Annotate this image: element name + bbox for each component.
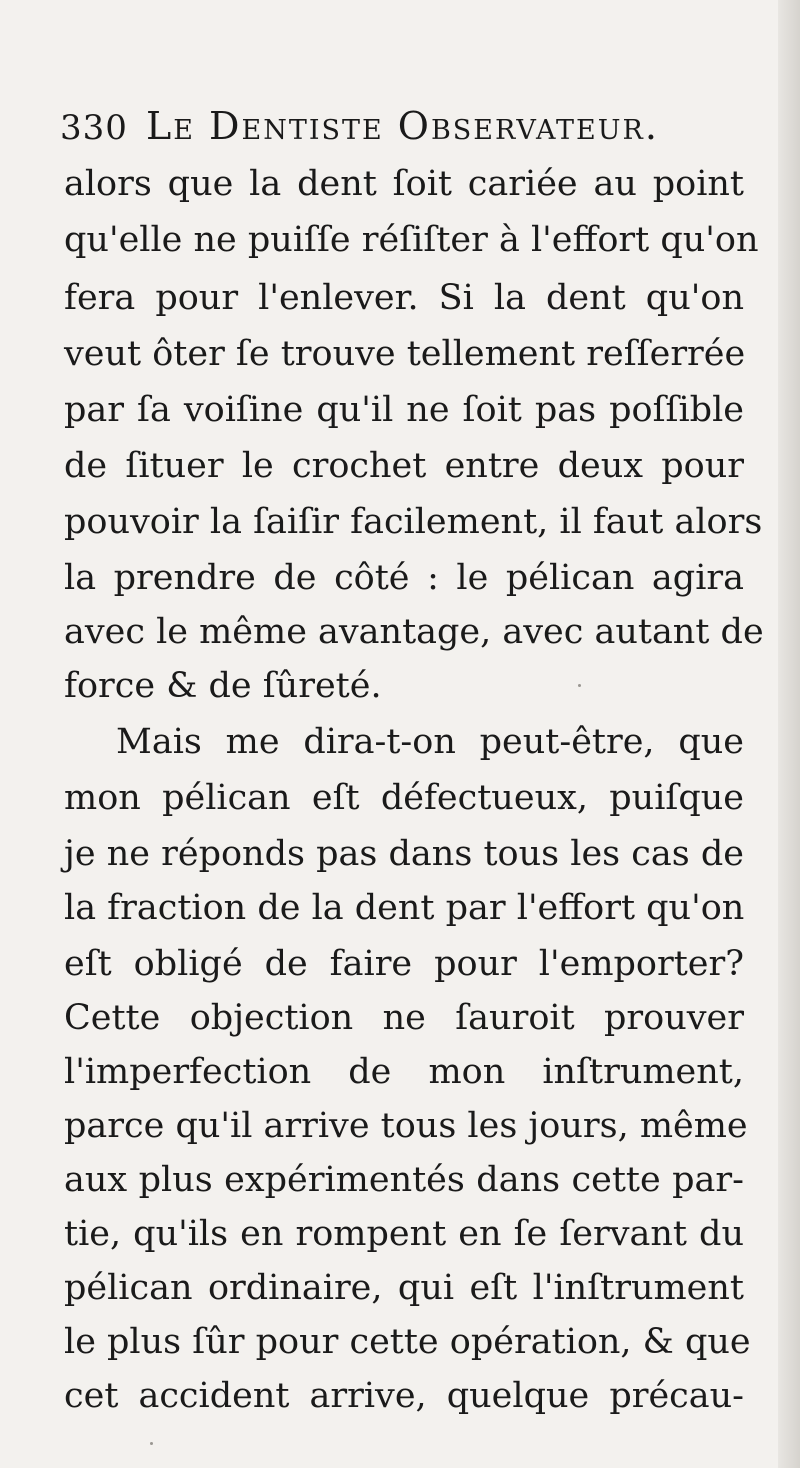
text-line: la prendre de côté : le pélican agira: [64, 558, 744, 598]
text-line: pélican ordinaire, qui eſt l'inſtrument: [64, 1268, 744, 1308]
text-line: je ne réponds pas dans tous les cas de: [64, 834, 744, 874]
page-edge: [778, 0, 800, 1468]
text-line: de ſituer le crochet entre deux pour: [64, 446, 744, 486]
text-line: l'imperfection de mon inſtrument,: [64, 1052, 744, 1092]
paper-speck: [578, 684, 581, 687]
text-line: par ſa voiſine qu'il ne ſoit pas poſſible: [64, 390, 744, 430]
text-line: force & de ſûreté.: [64, 666, 382, 706]
text-line: mon pélican eſt défectueux, puiſque: [64, 778, 744, 818]
text-line: qu'elle ne puiſſe réſiſter à l'effort qu'on: [64, 220, 759, 260]
text-line: Mais me dira-t-on peut-être, que: [116, 722, 744, 762]
text-line: cet accident arrive, quelque précau-: [64, 1376, 744, 1416]
text-line: tie, qu'ils en rompent en ſe ſervant du: [64, 1214, 744, 1254]
text-line: parce qu'il arrive tous les jours, même: [64, 1106, 748, 1146]
text-line: aux plus expérimentés dans cette par-: [64, 1160, 744, 1200]
page-number: 330: [60, 108, 128, 148]
text-line: la fraction de la dent par l'effort qu'on: [64, 888, 745, 928]
text-line: eſt obligé de faire pour l'emporter?: [64, 944, 744, 984]
text-line: pouvoir la ſaiſir facilement, il faut alors: [64, 502, 763, 542]
text-line: avec le même avantage, avec autant de: [64, 612, 764, 652]
text-line: Cette objection ne ſauroit prouver: [64, 998, 744, 1038]
text-line: veut ôter ſe trouve tellement reſſerrée: [64, 334, 746, 374]
text-line: le plus ſûr pour cette opération, & que: [64, 1322, 751, 1362]
page-header: [60, 100, 760, 156]
paper-speck: [150, 1442, 153, 1445]
running-title: Le Dentiste Observateur.: [146, 104, 659, 148]
text-line: fera pour l'enlever. Si la dent qu'on: [64, 278, 744, 318]
text-line: alors que la dent ſoit cariée au point: [64, 164, 744, 204]
